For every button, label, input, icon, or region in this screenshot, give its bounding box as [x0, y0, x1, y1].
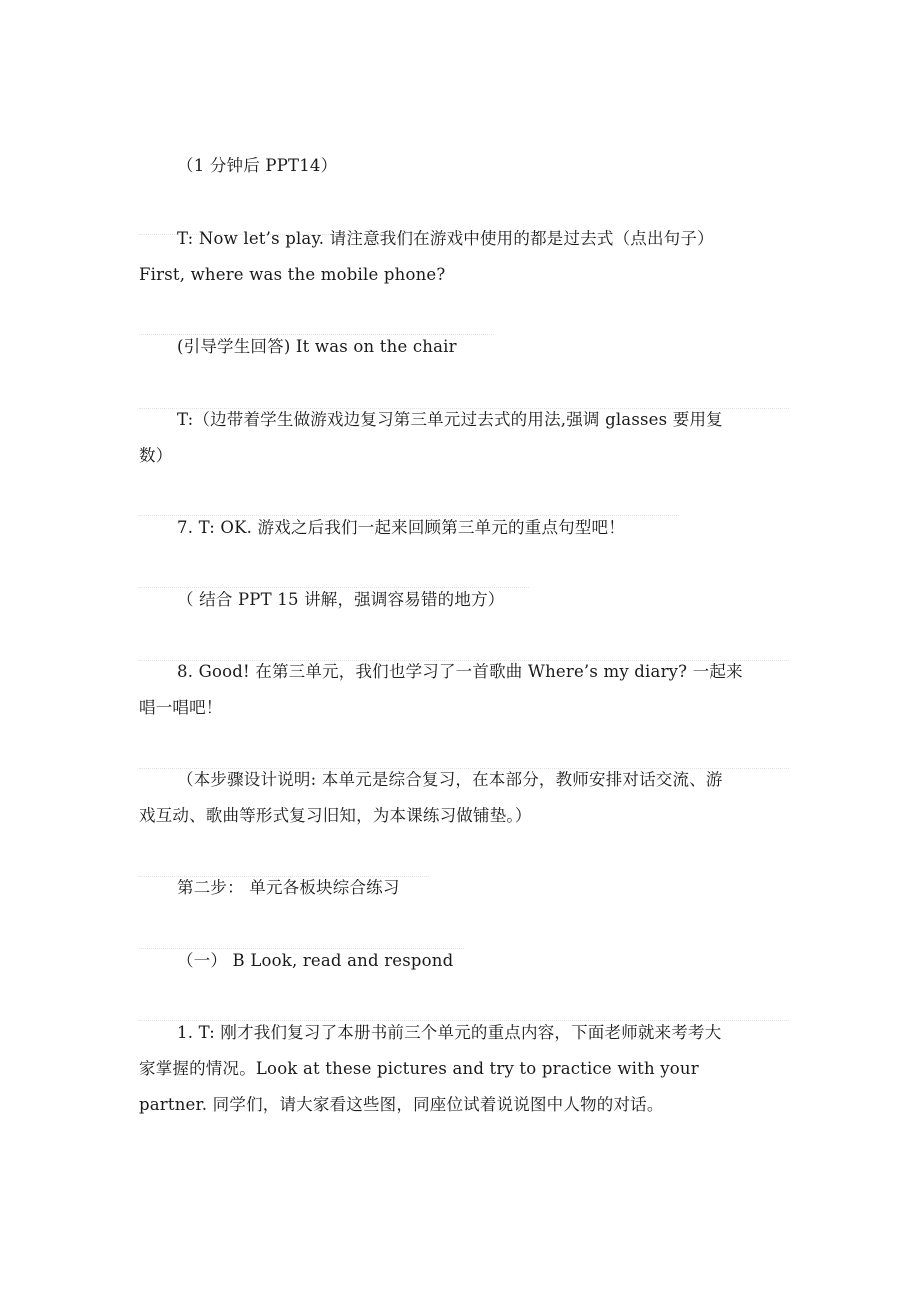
text-line: First, where was the mobile phone?	[139, 265, 446, 284]
paragraph-ppt15-note	[139, 582, 787, 618]
text-line: （一） B Look, read and respond	[177, 951, 454, 970]
text-line: T:（边带着学生做游戏边复习第三单元过去式的用法,强调 glasses 要用复	[177, 410, 723, 429]
paragraph-ppt14-note	[139, 148, 787, 184]
text-line: 1. T: 刚才我们复习了本册书前三个单元的重点内容，下面老师就来考考大	[177, 1023, 722, 1042]
paragraph-step-7	[139, 510, 787, 546]
paragraph-design-note	[139, 762, 787, 834]
text-line: 唱一唱吧！	[139, 698, 223, 717]
paragraph-exercise-1	[139, 1015, 787, 1123]
text-line: （本步骤设计说明: 本单元是综合复习，在本部分，教师安排对话交流、游	[177, 770, 723, 789]
text-line: (引导学生回答) It was on the chair	[177, 337, 457, 356]
text-line: 数）	[139, 446, 173, 465]
text-line: （1 分钟后 PPT14）	[177, 156, 338, 175]
paragraph-teacher-play	[139, 221, 787, 293]
subsection-heading-look-read-respond	[139, 943, 787, 979]
text-line: 第二步： 单元各板块综合练习	[177, 878, 400, 897]
text-line: 8. Good! 在第三单元，我们也学习了一首歌曲 Where’s my diary? 一起来	[177, 662, 743, 681]
paragraph-student-answer	[139, 329, 787, 365]
text-line: T: Now let’s play. 请注意我们在游戏中使用的都是过去式（点出句子）	[177, 229, 714, 248]
paragraph-step-8-song	[139, 654, 787, 726]
text-line: 戏互动、歌曲等形式复习旧知，为本课练习做铺垫。）	[139, 806, 532, 825]
text-line: 7. T: OK. 游戏之后我们一起来回顾第三单元的重点句型吧！	[177, 518, 625, 537]
text-line: 家掌握的情况。Look at these pictures and try to practice with your	[139, 1059, 699, 1078]
text-line: （ 结合 PPT 15 讲解，强调容易错的地方）	[177, 590, 505, 609]
section-heading-step-2	[139, 870, 787, 906]
text-line: partner. 同学们，请大家看这些图，同座位试着说说图中人物的对话。	[139, 1095, 664, 1114]
paragraph-game-review	[139, 402, 787, 474]
